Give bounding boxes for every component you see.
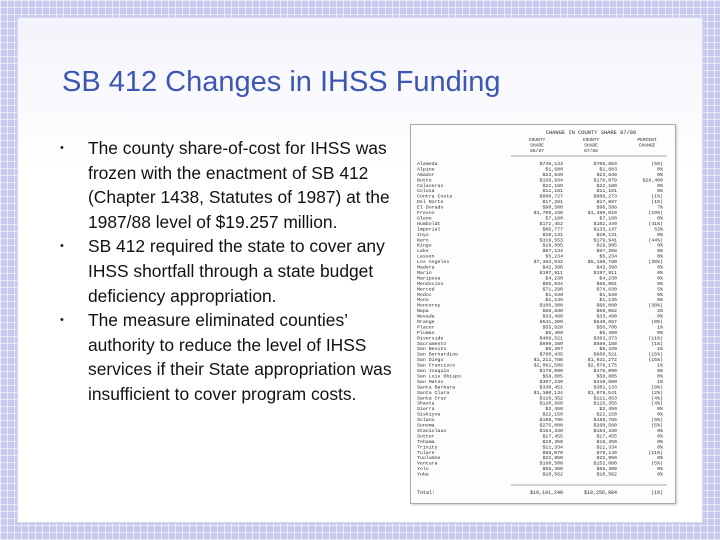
scan-table-value: $42,390 [596, 265, 617, 271]
scan-table-county: Napa [417, 309, 429, 315]
scan-table-value: $154,330 [539, 428, 563, 434]
scan-table-value: $1,380,010 [587, 211, 617, 217]
scan-table-percent: 1% [657, 363, 663, 369]
scan-table-percent: 0% [657, 407, 663, 413]
scan-table-value: $11,161 [542, 189, 563, 195]
scan-table-county: Riverside [417, 336, 444, 342]
scan-table-percent: 53% [654, 227, 663, 233]
scan-table-value: $55,934 [542, 281, 563, 287]
scan-table-value: $17,455 [542, 434, 563, 440]
scan-table-percent: (19%) [648, 211, 663, 217]
scan-table-value: $4,230 [599, 276, 617, 282]
scan-table-county: Lake [417, 249, 429, 255]
scan-table-county: Santa Cruz [417, 396, 447, 402]
scan-table-percent: (11%) [648, 450, 663, 456]
scan-table-percent: 0% [657, 467, 663, 473]
scan-table-value: $22,189 [542, 183, 563, 189]
scan-table-value: $5,234 [599, 254, 617, 260]
scan-table-county: Santa Barbara [417, 385, 456, 391]
scan-table-percent: (5%) [651, 162, 663, 167]
scan-table-county: Amador [417, 172, 435, 178]
scan-table-value: $745,133 [539, 162, 563, 167]
scan-table-value: $17,087 [596, 200, 617, 206]
scan-table-county: Calaveras [417, 183, 444, 189]
scan-table-value: $689,188 [593, 341, 617, 347]
scan-table-percent: (15%) [648, 352, 663, 358]
scan-table-value: $71,290 [542, 287, 563, 293]
scan-table-percent: 0% [657, 434, 663, 440]
scan-table-value: $1,031,272 [587, 358, 617, 364]
scan-table-value: $1,530 [545, 292, 563, 298]
scan-table-header: CHANGE [638, 143, 656, 149]
scan-table-value: $198,795 [539, 418, 563, 424]
scan-table-county: Contra Costa [417, 194, 453, 200]
scan-table-county: Yuba [417, 472, 429, 478]
scan-table-percent: (11%) [648, 336, 663, 342]
scan-table-percent: 0% [657, 254, 663, 260]
bullet-text: The measure eliminated counties’ authority to reduce the level of IHSS services if their State appropriation was insufficient to cover program costs. [88, 310, 392, 404]
scan-table-value: $178,079 [593, 178, 617, 184]
scan-table-value: $2,061,508 [533, 363, 563, 369]
scan-table-value: $22,150 [542, 412, 563, 418]
scan-table-value: $188,785 [593, 418, 617, 424]
scan-table-county: Mariposa [417, 276, 441, 282]
scan-table-value: $17,281 [542, 200, 563, 206]
scan-table-percent: 0% [657, 445, 663, 451]
scan-table-county: Orange [417, 320, 435, 325]
scan-table-percent: 0% [657, 456, 663, 462]
scan-table-value: $152,600 [593, 461, 617, 467]
scan-table-county: Shasta [417, 401, 435, 407]
scan-table-value: $780,435 [539, 352, 563, 358]
scan-table-value: $19,350 [596, 439, 617, 445]
scan-table-percent: (38%) [648, 303, 663, 309]
scan-table-value: $111,853 [593, 396, 617, 402]
scan-table-county: Lassen [417, 254, 435, 260]
scan-table-value: $7,383,932 [533, 260, 563, 266]
scan-table-value: $58,052 [596, 309, 617, 315]
scan-table-percent: 0% [657, 428, 663, 434]
scan-table-county: San Francisco [417, 363, 456, 369]
scan-table-percent: 0% [657, 369, 663, 375]
scan-table-percent: 2% [657, 309, 663, 315]
scan-table-county: Modoc [417, 292, 432, 298]
scan-table-value: $600,727 [539, 194, 563, 200]
scan-table-percent: (4%) [651, 396, 663, 402]
scan-table-value: $1,705,430 [533, 211, 563, 217]
scan-table-total-value: $19,256,984 [583, 490, 617, 496]
scan-table-percent: 0% [657, 412, 663, 418]
scan-table-value: $55,920 [542, 325, 563, 331]
scan-table-county: Tuolumne [417, 456, 441, 462]
scan-table-value: $172,452 [539, 221, 563, 227]
scan-table-percent: 0% [657, 292, 663, 298]
scan-table-county: Merced [417, 287, 435, 293]
scan-table-county: San Bernardino [417, 352, 459, 358]
scan-table-value: $7,180 [545, 216, 563, 222]
scan-table-value: $2,078,175 [587, 363, 617, 369]
scan-table-value: $120,660 [539, 401, 563, 407]
scan-table-county: Fresno [417, 211, 435, 217]
scan-table-header: COUNTY [528, 138, 546, 143]
scan-table-county: Tehama [417, 439, 435, 445]
scan-table-county: Alpine [417, 167, 435, 173]
scan-table-value: $307,230 [539, 379, 563, 385]
scan-table-value: $86,777 [542, 227, 563, 233]
scan-table-value: $4,230 [545, 276, 563, 282]
scan-table-value: $319,553 [539, 238, 563, 244]
scan-table-value: $5,180,780 [587, 260, 617, 266]
scan-table-county: Monterey [417, 303, 441, 309]
scan-table-percent: (5%) [651, 423, 663, 429]
scan-table-value: $1,135 [599, 298, 617, 304]
scan-table-value: $87,134 [542, 249, 563, 255]
scan-table-county: San Joaquin [417, 369, 450, 375]
scan-table-value: $154,330 [593, 428, 617, 434]
scan-table-value: $7,180 [599, 216, 617, 222]
scan-table-value: $660,521 [593, 352, 617, 358]
bullet-dot-icon: • [60, 314, 64, 327]
scan-table-county: Kern [417, 238, 429, 244]
scan-table-county: Sutter [417, 434, 435, 440]
scan-table-value: $22,950 [596, 456, 617, 462]
scan-table-value: $56,700 [596, 325, 617, 331]
scan-table-county: Sonoma [417, 423, 435, 429]
scan-table-value: $58,805 [596, 374, 617, 380]
scan-table-percent: 0% [657, 183, 663, 189]
scan-table-value: $23,849 [596, 172, 617, 178]
scan-table-header: SHARE [530, 143, 544, 149]
scan-table-percent: 0% [657, 265, 663, 271]
scan-table-county: Sierra [417, 407, 435, 413]
scan-table-county: Santa Clara [417, 390, 450, 396]
scan-table-percent: 7% [657, 205, 663, 211]
scan-table-county: Marin [417, 270, 432, 276]
scan-table-value: $102,449 [593, 221, 617, 227]
scan-table-value: $275,000 [539, 423, 563, 429]
scan-table-county: Alameda [417, 162, 438, 167]
bullet-dot-icon: • [60, 142, 64, 154]
scan-table-percent: (0%) [651, 320, 663, 325]
bullet-list [52, 136, 402, 407]
scan-table-value: $22,189 [596, 183, 617, 189]
scan-table-value: $19,895 [542, 243, 563, 249]
scan-table-value: $78,140 [596, 450, 617, 456]
scan-table-value: $11,334 [542, 445, 563, 451]
scan-table-value: $699,389 [539, 341, 563, 347]
scan-table-value: $10,131 [596, 232, 617, 238]
scan-table-value: $55,300 [542, 467, 563, 473]
scan-table-county: Butte [417, 178, 432, 184]
scan-table-value: $58,805 [542, 374, 563, 380]
scanned-table-image [411, 125, 675, 503]
scan-table-county: Colusa [417, 189, 435, 195]
slide-title: SB 412 Changes in IHSS Funding [62, 66, 501, 98]
scan-table-value: $178,090 [539, 369, 563, 375]
scan-table-value: $330,451 [539, 385, 563, 391]
scan-table-county: Inyo [417, 232, 429, 238]
scan-table-percent: (1%) [651, 200, 663, 206]
scan-table-value: $5,234 [545, 254, 563, 260]
scan-table-percent: 0% [657, 216, 663, 222]
scan-table-county: Siskiyou [417, 412, 441, 418]
scan-table-percent: 1% [657, 325, 663, 331]
scan-table-value: $33,490 [542, 314, 563, 320]
scan-table-value: $197,911 [593, 270, 617, 276]
scan-table-percent: 0% [657, 330, 663, 336]
scan-table-county: Stanislaus [417, 428, 447, 434]
scan-table-county: Trinity [417, 445, 438, 451]
bullet-item [52, 308, 402, 406]
scan-table-value: $90,500 [542, 205, 563, 211]
scan-table-value: $1,530 [599, 292, 617, 298]
scan-table-county: Imperial [417, 227, 441, 233]
scan-table-percent: 0% [657, 232, 663, 238]
bullet-item [52, 136, 402, 234]
scan-table-value: $10,562 [596, 472, 617, 478]
scan-table-county: Los Angeles [417, 260, 450, 266]
scan-table-percent: 0% [657, 172, 663, 178]
scan-table-value: $19,350 [542, 439, 563, 445]
scan-table-percent: (2%) [651, 390, 663, 396]
scan-table-header: 87/88 [584, 149, 598, 155]
scan-table-value: $708,863 [593, 162, 617, 167]
scan-table-value: $2,450 [545, 407, 563, 413]
scan-table-header: PERCENT [637, 138, 657, 143]
scan-table-value: $66,080 [596, 303, 617, 309]
scan-table-county: Sacramento [417, 341, 447, 347]
scan-table-percent: 0% [657, 270, 663, 276]
scan-table-header: COUNTY [582, 138, 600, 143]
scan-table-value: $6,439 [599, 347, 617, 353]
scan-table-percent: 5% [657, 287, 663, 293]
bullet-item [52, 234, 402, 308]
scan-table-percent: 0% [657, 249, 663, 255]
scan-table-percent: 0% [657, 472, 663, 478]
scan-table-value: $42,390 [542, 265, 563, 271]
scan-table-percent: (44%) [648, 238, 663, 244]
scan-table-value: $160,500 [539, 461, 563, 467]
scan-table-title: CHANGE IN COUNTY SHARE 87/88 [545, 130, 637, 136]
scan-table-value: $55,300 [596, 467, 617, 473]
scan-table-county: Humboldt [417, 221, 441, 227]
scan-table-total-percent: (1%) [650, 490, 663, 496]
scan-table-value: $2,450 [599, 407, 617, 413]
scan-table-county: San Mateo [417, 379, 444, 385]
scan-table-value: $6,400 [599, 330, 617, 336]
scan-table-county: Madera [417, 265, 435, 271]
scan-table-value: $540,657 [593, 320, 617, 325]
scan-table-value: $87,258 [596, 249, 617, 255]
scan-table-percent: 0% [657, 281, 663, 287]
scan-table-percent: (1%) [651, 341, 663, 347]
scan-table-percent: 0% [657, 314, 663, 320]
scan-table-county: Solano [417, 418, 435, 424]
scan-table-value: $1,211,788 [533, 358, 563, 364]
scan-table-percent: 0% [657, 167, 663, 173]
scan-table-value: $133,147 [593, 227, 617, 233]
scan-table-value: $19,895 [596, 243, 617, 249]
scan-table-value: $6,397 [545, 347, 563, 353]
scan-table-percent: (41%) [648, 221, 663, 227]
scan-table-percent: 0% [657, 298, 663, 304]
scan-table-percent: 0% [657, 439, 663, 445]
scan-table-percent: (5%) [651, 461, 663, 467]
scan-table-value: $606,273 [593, 194, 617, 200]
scan-table-value: $1,078,541 [587, 390, 617, 396]
scan-table-value: $310,860 [593, 379, 617, 385]
scan-table-county: El Dorado [417, 205, 444, 211]
scan-table-value: $1,683 [599, 167, 617, 173]
scan-table-county: San Benito [417, 347, 447, 353]
scan-table-county: Mono [417, 298, 429, 304]
scan-table-value: $23,849 [542, 172, 563, 178]
slide [18, 18, 702, 522]
scan-table-value: $88,070 [542, 450, 563, 456]
scan-table-value: $6,400 [545, 330, 563, 336]
scan-table-county: Ventura [417, 461, 438, 467]
scan-table-county: Yolo [417, 467, 429, 473]
scan-table-percent: (1%) [651, 194, 663, 200]
scan-table-percent: 0% [657, 189, 663, 195]
scan-table-value: $22,950 [542, 456, 563, 462]
scan-table-value: $363,373 [593, 336, 617, 342]
scan-table-value: $541,209 [539, 320, 563, 325]
scan-table-county: San Luis Obispo [417, 374, 462, 380]
scan-table-percent: (4%) [651, 401, 663, 407]
scan-table-value: $260,560 [593, 423, 617, 429]
scan-table-percent: (5%) [651, 418, 663, 424]
scan-table-value: $33,490 [596, 314, 617, 320]
scan-table-value: $1,135 [545, 298, 563, 304]
scan-table-value: $301,133 [593, 385, 617, 391]
scan-table-header: SHARE [584, 143, 598, 149]
scan-table-value: $10,131 [542, 232, 563, 238]
scan-table-county: San Diego [417, 358, 444, 364]
scan-table-value: $116,352 [539, 396, 563, 402]
scan-table-county: Tulare [417, 450, 435, 456]
scan-table-value: $156,934 [539, 178, 563, 184]
scan-table-percent: 1% [657, 347, 663, 353]
scan-table-value: $106,300 [539, 303, 563, 309]
scan-table-value: $115,355 [593, 401, 617, 407]
scan-table-value: $197,911 [539, 270, 563, 276]
scan-table-county: Mendocino [417, 281, 444, 287]
scan-table-percent: (9%) [651, 385, 663, 391]
scan-table-percent: 1% [657, 379, 663, 385]
scan-table-percent: (15%) [648, 358, 663, 364]
scan-table-county: Glenn [417, 216, 432, 222]
scan-table-county: Placer [417, 325, 435, 331]
scan-table-total-value: $19,101,240 [529, 490, 563, 496]
scan-table-value: $408,521 [539, 336, 563, 342]
scan-table-percent: 0% [657, 243, 663, 249]
scan-table-value: $1,680 [545, 167, 563, 173]
scan-table-value: $17,455 [596, 434, 617, 440]
scan-table-percent: $28,400 [642, 178, 663, 184]
scan-table-county: Del Norte [417, 200, 444, 206]
bullet-dot-icon: • [60, 240, 64, 253]
scan-table-value: $74,630 [596, 287, 617, 293]
scan-table-value: $56,001 [596, 281, 617, 287]
scan-table-value: $11,161 [596, 189, 617, 195]
scan-table-value: $179,941 [593, 238, 617, 244]
scan-table-percent: (30%) [648, 260, 663, 266]
scan-table-percent: 0% [657, 276, 663, 282]
bullet-text: The county share-of-cost for IHSS was frozen with the enactment of SB 412 (Chapter 1438, Statutes of 1987) at the 1987/88 level of $19.257 million. [88, 138, 390, 232]
scan-table-value: $11,334 [596, 445, 617, 451]
scan-table-county: Kings [417, 243, 432, 249]
scan-table-value: $22,150 [596, 412, 617, 418]
scan-table-value: $178,090 [593, 369, 617, 375]
scanned-county-share-table [410, 124, 676, 504]
bullet-text: SB 412 required the state to cover any IHSS shortfall through a state budget deficiency appropriation. [88, 236, 385, 306]
scan-table-header: 86/87 [530, 149, 544, 155]
scan-table-county: Plumas [417, 330, 435, 336]
scan-table-value: $56,830 [542, 309, 563, 315]
scan-table-total-label: Total: [417, 490, 436, 496]
scan-table-percent: 0% [657, 374, 663, 380]
scan-table-value: $96,588 [596, 205, 617, 211]
scan-table-value: $10,562 [542, 472, 563, 478]
scan-table-value: $1,100,134 [533, 390, 563, 396]
scan-table-county: Nevada [417, 314, 435, 320]
